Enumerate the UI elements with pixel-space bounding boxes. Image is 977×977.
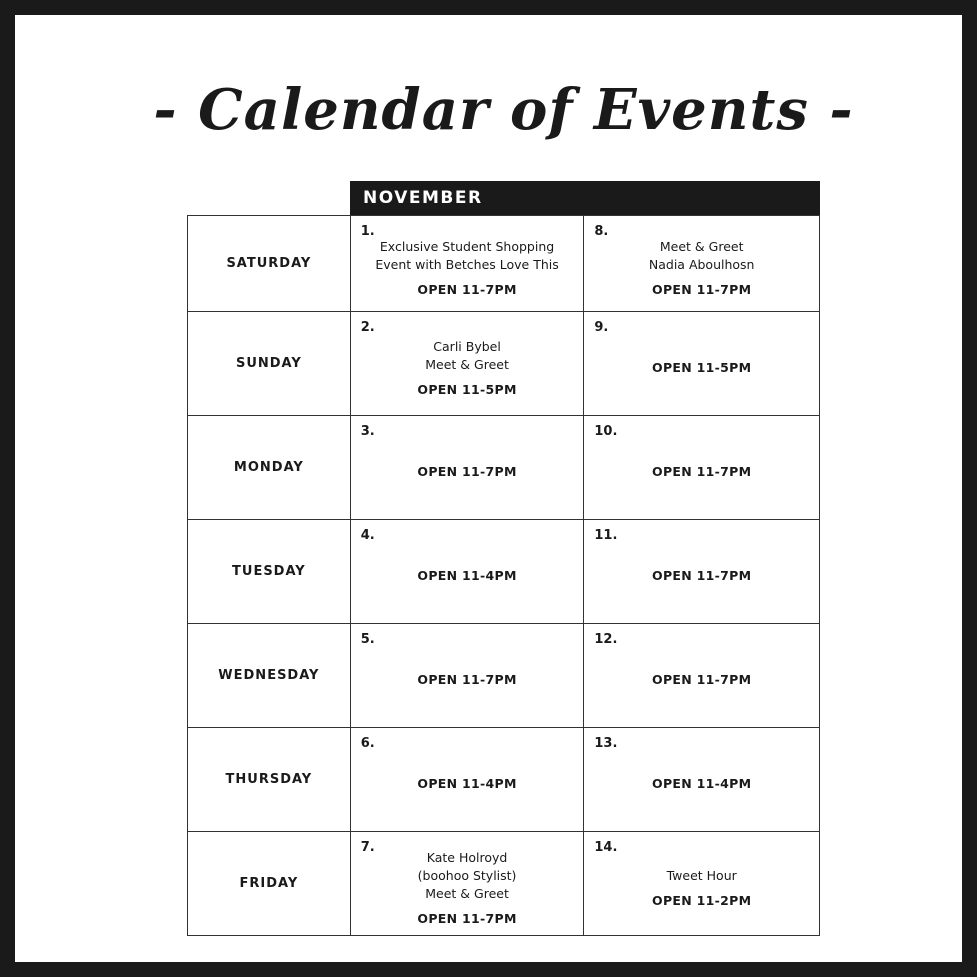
date-content xyxy=(351,520,584,623)
opening-hours: OPEN 11-5PM xyxy=(417,382,517,397)
opening-hours: OPEN 11-5PM xyxy=(652,360,752,375)
date-content xyxy=(584,520,819,623)
date-number: 3. xyxy=(360,424,375,439)
day-label: WEDNESDAY xyxy=(218,668,320,683)
date-content xyxy=(351,728,584,831)
opening-hours: OPEN 11-4PM xyxy=(652,776,752,791)
date-content xyxy=(351,832,584,935)
date-number: 8. xyxy=(594,224,609,239)
event-description: Meet & Greet Nadia Aboulhosn xyxy=(648,239,755,272)
date-cell xyxy=(351,416,585,520)
date-number: 13. xyxy=(594,736,618,751)
date-cell xyxy=(351,520,585,624)
calendar-row xyxy=(188,832,820,936)
day-cell xyxy=(188,216,351,312)
event-description: Kate Holroyd (boohoo Stylist) Meet & Greet xyxy=(417,850,517,901)
event-description: Tweet Hour xyxy=(666,868,737,883)
date-cell xyxy=(584,624,820,728)
date-content xyxy=(584,216,819,311)
event-description: Exclusive Student Shopping Event with Betches Love This xyxy=(375,239,559,272)
page-title: - Calendar of Events - xyxy=(153,77,854,143)
date-content xyxy=(351,216,584,311)
opening-hours: OPEN 11-7PM xyxy=(417,911,517,926)
opening-hours: OPEN 11-7PM xyxy=(652,282,752,297)
calendar-row xyxy=(188,416,820,520)
date-number: 2. xyxy=(360,320,375,335)
day-cell xyxy=(188,832,351,936)
date-number: 12. xyxy=(594,632,618,647)
date-cell xyxy=(584,520,820,624)
day-cell xyxy=(188,624,351,728)
day-label: SUNDAY xyxy=(235,356,302,371)
date-number: 4. xyxy=(360,528,375,543)
date-content xyxy=(584,728,819,831)
date-content xyxy=(351,312,584,415)
day-label: TUESDAY xyxy=(232,564,306,579)
date-number: 7. xyxy=(360,840,375,855)
calendar-row xyxy=(188,520,820,624)
opening-hours: OPEN 11-7PM xyxy=(652,672,752,687)
opening-hours: OPEN 11-4PM xyxy=(417,776,517,791)
date-cell xyxy=(584,216,820,312)
date-cell xyxy=(351,216,585,312)
month-header: NOVEMBER xyxy=(350,181,820,216)
opening-hours: OPEN 11-7PM xyxy=(417,464,517,479)
date-number: 11. xyxy=(594,528,618,543)
opening-hours: OPEN 11-4PM xyxy=(417,568,517,583)
opening-hours: OPEN 11-7PM xyxy=(652,464,752,479)
date-cell xyxy=(351,312,585,416)
day-label: FRIDAY xyxy=(239,876,299,891)
date-cell xyxy=(351,728,585,832)
date-number: 6. xyxy=(360,736,375,751)
day-cell xyxy=(188,520,351,624)
date-number: 1. xyxy=(360,224,375,239)
event-description: Carli Bybel Meet & Greet xyxy=(425,339,509,372)
day-label: MONDAY xyxy=(233,460,304,475)
date-cell xyxy=(584,416,820,520)
date-content xyxy=(584,416,819,519)
date-content xyxy=(584,312,819,415)
date-content xyxy=(584,832,819,935)
day-label: SATURDAY xyxy=(226,256,312,271)
calendar-row xyxy=(188,312,820,416)
date-content xyxy=(351,416,584,519)
date-number: 14. xyxy=(594,840,618,855)
date-cell xyxy=(584,728,820,832)
opening-hours: OPEN 11-7PM xyxy=(652,568,752,583)
calendar-row xyxy=(188,728,820,832)
day-cell xyxy=(188,728,351,832)
opening-hours: OPEN 11-7PM xyxy=(417,672,517,687)
opening-hours: OPEN 11-7PM xyxy=(417,282,517,297)
calendar-grid xyxy=(187,215,820,936)
opening-hours: OPEN 11-2PM xyxy=(652,893,752,908)
date-cell xyxy=(584,832,820,936)
date-cell xyxy=(584,312,820,416)
date-number: 5. xyxy=(360,632,375,647)
day-label: THURSDAY xyxy=(225,772,313,787)
day-cell xyxy=(188,312,351,416)
date-cell xyxy=(351,832,585,936)
date-content xyxy=(351,624,584,727)
date-number: 10. xyxy=(594,424,618,439)
day-cell xyxy=(188,416,351,520)
date-number: 9. xyxy=(594,320,609,335)
date-cell xyxy=(351,624,585,728)
calendar-row xyxy=(188,624,820,728)
date-content xyxy=(584,624,819,727)
calendar-row xyxy=(188,216,820,312)
